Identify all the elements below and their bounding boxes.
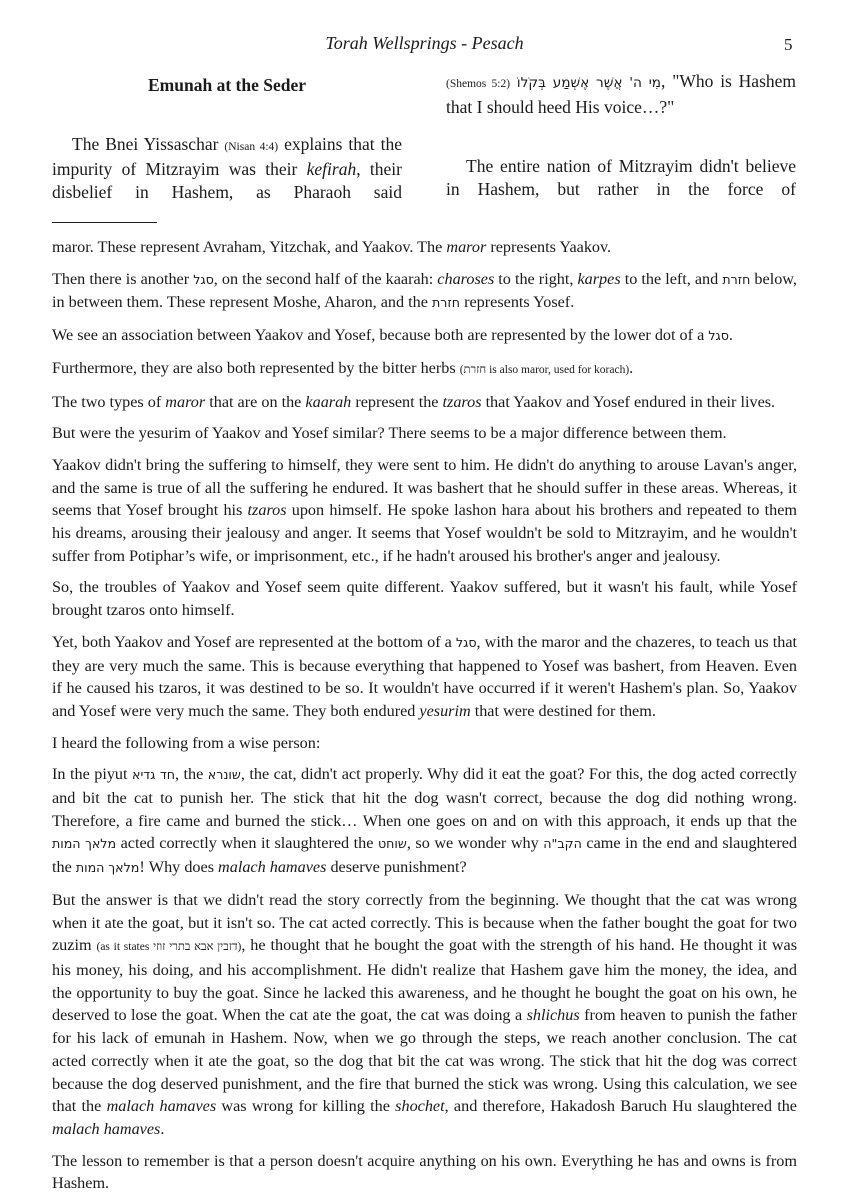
text-run: In the piyut	[52, 765, 133, 784]
text-run: , "Who is Hashem that I should heed His voice…?"	[446, 71, 797, 117]
body-paragraph	[52, 1150, 797, 1195]
text-run: So, the troubles of Yaakov and Yosef seem quite different. Yaakov suffered, but it wasn't his fault, while Yosef brought tzaros onto himself.	[52, 578, 797, 620]
hebrew-term: סגל	[708, 328, 729, 344]
text-run: that Yaakov and Yosef endured in their lives.	[481, 392, 776, 411]
text-run: , and therefore, Hakadosh Baruch Hu slaughtered the	[444, 1097, 797, 1116]
page-number: 5	[784, 35, 793, 54]
italic-term: maror	[165, 392, 206, 411]
hebrew-term: מִי ה' אֲשֶׁר אֶשְׁמַע בְּקֹלוֹ	[516, 75, 662, 91]
text-run: But the answer is that we didn't read the story correctly from the beginning. We thought that the cat was wrong when it ate the goat, but it isn't so. The cat acted correctly. This is because when the father bought the goat for two zuzim	[52, 890, 797, 955]
italic-term: tzaros	[442, 392, 482, 411]
body-paragraph	[52, 268, 797, 315]
quote-paragraph	[446, 70, 796, 118]
text-run: We see an association between Yaakov and Yosef, because both are represented by the lower dot of a	[52, 326, 709, 345]
text-run: represent the	[351, 392, 443, 411]
footnote-divider	[52, 222, 157, 223]
text-run: The lesson to remember is that a person doesn't acquire anything on his own. Everything he has and owns is from Hashem.	[52, 1151, 797, 1193]
text-run: , he thought that he bought the goat with the strength of his hand. He thought it was his money, his doing, and his accomplishment. He didn't realize that Hashem gave him the money, the idea, and the opportunity to buy the goat. Since he lacked this awareness, and he thought he bought the goat on his own, he deserved to lose the goat. When the cat ate the goat, the cat was doing a	[52, 936, 797, 1025]
text-run: came in the end and slaughtered the	[52, 834, 797, 877]
text-run: , the cat, didn't act properly. Why did it eat the goat? For this, the dog acted correctly and bit the cat to punish her. The stick that hit the dog wasn't correct, because the dog did nothing wrong. Therefore, a fire came and burned the stick… When one goes on and on with this approach, it ends up that the	[52, 765, 797, 830]
italic-term: malach hamaves	[218, 858, 327, 877]
text-run: deserve punishment?	[326, 858, 467, 877]
text-run: represents Yosef.	[460, 293, 575, 312]
text-run: .	[160, 1119, 165, 1138]
hebrew-term: מלאך המות	[75, 860, 140, 876]
section-heading: Emunah at the Seder	[148, 75, 306, 95]
running-header-title: Torah Wellsprings - Pesach	[325, 33, 524, 53]
text-run	[510, 71, 517, 91]
text-run: maror. These represent Avraham, Yitzchak, and Yaakov. The	[52, 238, 447, 256]
hebrew-term: חזרת	[432, 295, 461, 311]
italic-term: malach hamaves	[52, 1119, 161, 1138]
text-run: The Bnei Yissaschar	[72, 133, 225, 154]
body-paragraph	[52, 391, 797, 414]
text-run: from heaven to punish the father for his lack of emunah in Hashem. Now, when we go through the steps, we reach another conclusion. The cat acted correctly when it ate the goat, so the dog that bit the cat was wrong. The stick that hit the dog was correct because the dog deserved punishment, and the fire that burned the stick was wrong. Using this calculation, we see that the	[52, 1006, 797, 1116]
italic-term: charoses	[437, 269, 495, 288]
body-paragraph	[52, 454, 797, 568]
top-right-column	[446, 70, 796, 200]
text-run: Yet, both Yaakov and Yosef are represented at the bottom of a	[52, 632, 456, 651]
text-run: The two types of	[52, 392, 166, 411]
body-paragraph	[52, 631, 797, 723]
body-paragraph	[52, 576, 797, 621]
text-run: below, in between them. These represent Moshe, Aharon, and the	[52, 269, 797, 312]
italic-term: kaarah	[305, 392, 352, 411]
italic-term: malach hamaves	[106, 1097, 217, 1116]
italic-term: shlichus	[526, 1006, 580, 1025]
text-run: was wrong for killing the	[216, 1097, 396, 1116]
text-run: ! Why does	[139, 858, 219, 877]
source-citation: (Nisan 4:4)	[224, 140, 279, 153]
text-run: represents Yaakov.	[486, 238, 612, 256]
hebrew-term: שונרא	[207, 767, 241, 783]
text-run: to the right,	[494, 269, 578, 288]
text-run: upon himself. He spoke lashon hara about his brothers and repeated to them his dreams, arousing their jealousy and anger. It seems that Yosef wouldn't be sold to Mitzrayim, and he wouldn't suffer from Potiphar’s wife, or imprisonment, etc., if he hadn't aroused his brother's anger and jealousy.	[52, 501, 797, 565]
text-run: that are on the	[205, 392, 306, 411]
hebrew-term: סגל	[193, 271, 214, 287]
text-run: .	[728, 326, 733, 345]
body-paragraph	[52, 732, 797, 755]
text-run: Then there is another	[52, 269, 194, 288]
intro-paragraph	[52, 133, 402, 204]
body-paragraph	[52, 324, 797, 348]
source-citation: (חזרת is also maror, used for korach)	[459, 363, 630, 376]
text-run: to the left, and	[620, 269, 723, 288]
source-citation: (Shemos 5:2)	[446, 78, 511, 90]
body-paragraph	[52, 236, 797, 259]
text-run: , so we wonder why	[406, 834, 544, 853]
italic-term: maror	[446, 238, 487, 256]
text-run: Furthermore, they are also both represented by the bitter herbs	[52, 358, 460, 377]
italic-term: kefirah	[306, 159, 357, 179]
text-run: .	[629, 358, 634, 377]
text-run: , the	[174, 765, 208, 784]
text-run: But were the yesurim of Yaakov and Yosef similar? There seems to be a major difference between them.	[52, 424, 727, 443]
text-run: that were destined for them.	[470, 701, 656, 720]
hebrew-term: הקב"ה	[543, 836, 582, 852]
hebrew-term: מלאך המות	[52, 836, 117, 852]
text-run: The entire nation of Mitzrayim didn't believe in Hashem, but rather in the force of	[446, 156, 796, 199]
continuation-paragraph	[446, 155, 796, 200]
text-run: , on the second half of the kaarah:	[213, 269, 438, 288]
hebrew-term: סגל	[455, 634, 477, 650]
body-paragraph	[52, 357, 797, 382]
text-run: acted correctly when it slaughtered the	[116, 834, 378, 853]
text-run: , their disbelief in Hashem, as Pharaoh said	[52, 159, 402, 202]
source-citation: (as it states דזבין אבא בתרי זוזי)	[96, 941, 242, 954]
text-run: Yaakov didn't bring the suffering to himself, they were sent to him. He didn't do anything to arouse Lavan's anger, and the same is true of all the suffering he endured. It was bashert that he should suffer in these areas. Whereas, it seems that Yosef brought his	[52, 455, 797, 520]
body-paragraph	[52, 763, 797, 880]
italic-term: karpes	[577, 269, 621, 288]
text-run: I heard the following from a wise person:	[52, 733, 321, 752]
footnote-body	[52, 236, 797, 1204]
italic-term: tzaros	[247, 501, 287, 520]
hebrew-term: חזרת	[722, 271, 751, 287]
top-left-column	[52, 70, 402, 203]
body-paragraph	[52, 889, 797, 1141]
text-run: , with the maror and the chazeres, to teach us that they are very much the same. This is because everything that happened to Yosef was bashert, from Heaven. Even if he caused his tzaros, it was destined to be so. It wouldn't have occurred if it weren't Hashem's plan. So, Yaakov and Yosef were very much the same. They both endured	[52, 632, 797, 720]
italic-term: yesurim	[419, 701, 471, 720]
hebrew-term: חד גדיא	[132, 767, 175, 783]
text-run: explains that the impurity of Mitzrayim was their	[52, 133, 402, 179]
italic-term: shochet	[395, 1097, 445, 1116]
body-paragraph	[52, 422, 797, 445]
hebrew-term: שוחט	[377, 836, 407, 852]
